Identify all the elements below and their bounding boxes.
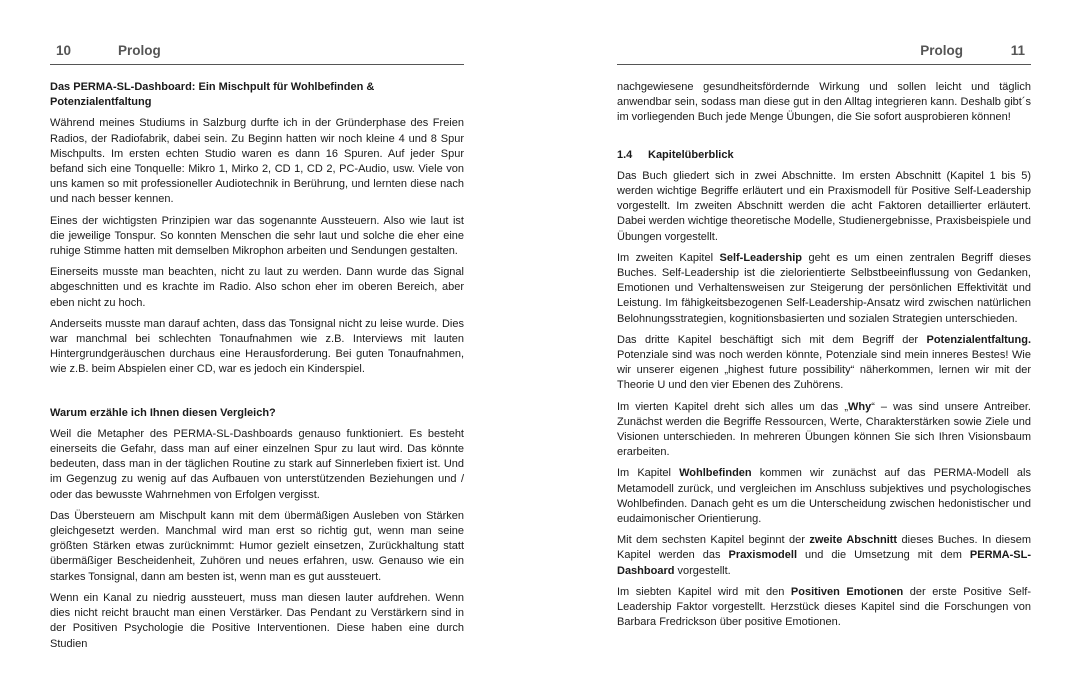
section-heading <box>617 148 1031 163</box>
section-number: 1.4 <box>617 148 633 161</box>
paragraph: Weil die Metapher des PERMA-SL-Dashboards genauso funktioniert. Es besteht einerseits die Gefahr, dass man auf einer einzelnen Spur zu laut wird. Das könnte bedeuten, dass man in der täglichen Routine zu stark auf Sinnerleben fixiert ist. Und im Gegenzug zu wenig auf das Aufbauen von unterstützenden Beziehungen und / oder das bewusste Wahrnehmen von Erfolgen vergisst. <box>50 427 464 501</box>
paragraph <box>617 533 1031 579</box>
text-run: Mit dem sechsten Kapitel beginnt der <box>617 534 810 547</box>
page-number: 11 <box>1010 43 1025 58</box>
left-page <box>50 0 464 658</box>
running-title: Prolog <box>920 43 963 58</box>
section-heading: Warum erzähle ich Ihnen diesen Vergleich? <box>50 406 276 419</box>
bold-term: Self-Leadership <box>719 251 803 264</box>
bold-term: Praxismodell <box>728 549 798 562</box>
bold-term: Wohlbefinden <box>679 467 752 480</box>
section-title: Kapitelüberblick <box>648 148 734 161</box>
bold-term: Why <box>848 400 872 413</box>
page-body <box>617 80 1031 631</box>
text-run: dieses Buches. In diesem Kapitel werden das <box>617 534 1032 562</box>
text-run: und die Umsetzung mit dem <box>797 549 970 562</box>
text-run: der erste Positive Self-Leadership Faktor vorgestellt. Herzstück dieses Kapitel sind die Forschungen von Barbara Fredrickson über positive Emotionen. <box>617 585 1031 629</box>
paragraph: Einerseits musste man beachten, nicht zu laut zu werden. Dann wurde das Signal abgeschnitten und es krachte im Radio. Also schon eher im oberen Bereich, aber eben nicht zu hoch. <box>50 266 464 309</box>
paragraph: Während meines Studiums in Salzburg durfte ich in der Gründerphase des Freien Radios, der Radiofabrik, dabei sein. Zu Beginn hatten wir noch kleine 4 und 8 Spur Mischpults. Im ersten echten Studio waren es dann 16 Spuren. Auf jeder Spur befand sich eine Tonquelle: Mikro 1, Mirko 2, CD 1, CD 2, PC-Audio, usw. Viele von uns kamen so mit professioneller Audiotechnik in Berührung, und lernten diese nach und nach besser kennen. <box>50 117 464 206</box>
paragraph <box>617 400 1031 461</box>
text-run: Das dritte Kapitel beschäftigt sich mit dem Begriff der <box>617 333 927 346</box>
page-body <box>50 80 464 652</box>
text-run: Im siebten Kapitel wird mit den <box>617 585 791 598</box>
text-run: Im Kapitel <box>617 467 680 480</box>
bold-term: Positiven Emotionen <box>790 585 904 598</box>
text-run: kommen wir zunächst auf das PERMA-Modell als Metamodell zurück, und vergleichen im Anschluss subjektives und psychologisches Wohlbefinden. Danach geht es um die Unterscheidung zwischen hedonistischer und eudaimonischer Orientierung. <box>617 467 1031 526</box>
paragraph: nachgewiesene gesundheitsfördernde Wirkung und sollen leicht und täglich anwendbar sein, sodass man diese gut in den Alltag integrieren kann. Deshalb gibt´s im vorliegenden Buch jede Menge Übungen, die Sie sofort ausprobieren können! <box>617 81 1031 124</box>
text-run: Im vierten Kapitel dreht sich alles um das „ <box>617 400 848 413</box>
paragraph: Eines der wichtigsten Prinzipien war das sogenannte Aussteuern. Also wie laut ist die jeweilige Tonspur. So konnten Menschen die sehr laut und solche die eher eine ruhige Stimme hatten mit demselben Mikrophon arbeiten und Sendungen gestalten. <box>50 214 464 258</box>
right-page <box>617 0 1031 637</box>
bold-term: zweite Abschnitt <box>809 534 898 547</box>
page-number: 10 <box>56 43 72 58</box>
text-run: vorgestellt. <box>674 564 731 577</box>
page-header <box>50 36 464 65</box>
bold-term: PERMA-SL-Dashboard <box>617 549 1031 577</box>
paragraph: Anderseits musste man darauf achten, dass das Tonsignal nicht zu leise wurde. Dies war manchmal bei schlechten Tonaufnahmen wie z.B. Interviews mit lauten Hintergrundgeräuschen durchaus eine Herausforderung. Bei guten Tonaufnahmen, wie z.B. beim Abspielen einer CD, war es jedoch ein Kinderspiel. <box>50 317 464 376</box>
paragraph <box>617 251 1031 327</box>
text-run: Potenziale sind was noch werden könnte, Potenziale sind mein inneres Bestes! Wie wir unserer eigenen „highest future possibility“ näherkommen, lernen wir mit der Theorie U und den vier Ebenen des Zuhörens. <box>617 349 1031 392</box>
paragraph: Das Übersteuern am Mischpult kann mit dem übermäßigen Ausleben von Stärken gleichgesetzt werden. Manchmal wird man erst so richtig gut, wenn man seine größten Stärken etwas zurücknimmt: Humor gezielt einsetzen, Zurückhaltung statt übermäßiger Bescheidenheit, Zuhören und neues erfahren, usw. Genauso wie ein starkes Tonsignal, dann am besten ist, wenn man es gut aussteuert. <box>50 509 464 583</box>
paragraph: Wenn ein Kanal zu niedrig aussteuert, muss man diesen lauter aufdrehen. Wenn dies nicht reicht braucht man einen Verstärker. Das Pendant zu Verstärkern sind in der Positiven Psychologie die Positive Interventionen. Diese haben eine durch Studien <box>50 591 464 650</box>
paragraph <box>617 466 1031 527</box>
section-heading: Das PERMA-SL-Dashboard: Ein Mischpult für Wohlbefinden & Potenzialentfaltung <box>50 81 375 109</box>
paragraph: Das Buch gliedert sich in zwei Abschnitte. Im ersten Abschnitt (Kapitel 1 bis 5) werden wichtige Begriffe erläutert und ein Praxismodell für Positive Self-Leadership vorgestellt. Im zweiten Abschnitt werden die acht Faktoren detaillierter erläutert. Dabei werden wichtige theoretische Modelle, Studienergebnisse, Praxisbeispiele und Übungen vorgestellt. <box>617 169 1031 243</box>
text-run: “ – was sind unsere Antreiber. Zunächst werden die Begriffe Ressourcen, Werte, Charakterstärken sowie Ziele und Visionen unterschieden. In mehreren Übungen können Sie sich Ihren Visionsbaum erarbeiten. <box>617 400 1031 459</box>
page-header <box>617 36 1031 65</box>
paragraph <box>617 585 1031 631</box>
text-run: geht es um einen zentralen Begriff dieses Buches. Self-Leadership ist die zielorientierte Selbstbeeinflussung von Gedanken, Emotionen und Verhaltensweisen zur Steigerung der persönlichen Effektivität und Leistung. Im fähigkeitsbezogenen Self-Leadership-Ansatz wird zwischen natürlichen Belohnungsstrategien, kognitionsbasierten und sozialen Strategien unterschieden. <box>617 251 1031 325</box>
paragraph <box>617 333 1031 394</box>
running-title: Prolog <box>118 43 161 58</box>
text-run: Im zweiten Kapitel <box>617 251 720 264</box>
bold-term: Potenzialentfaltung. <box>926 333 1031 346</box>
